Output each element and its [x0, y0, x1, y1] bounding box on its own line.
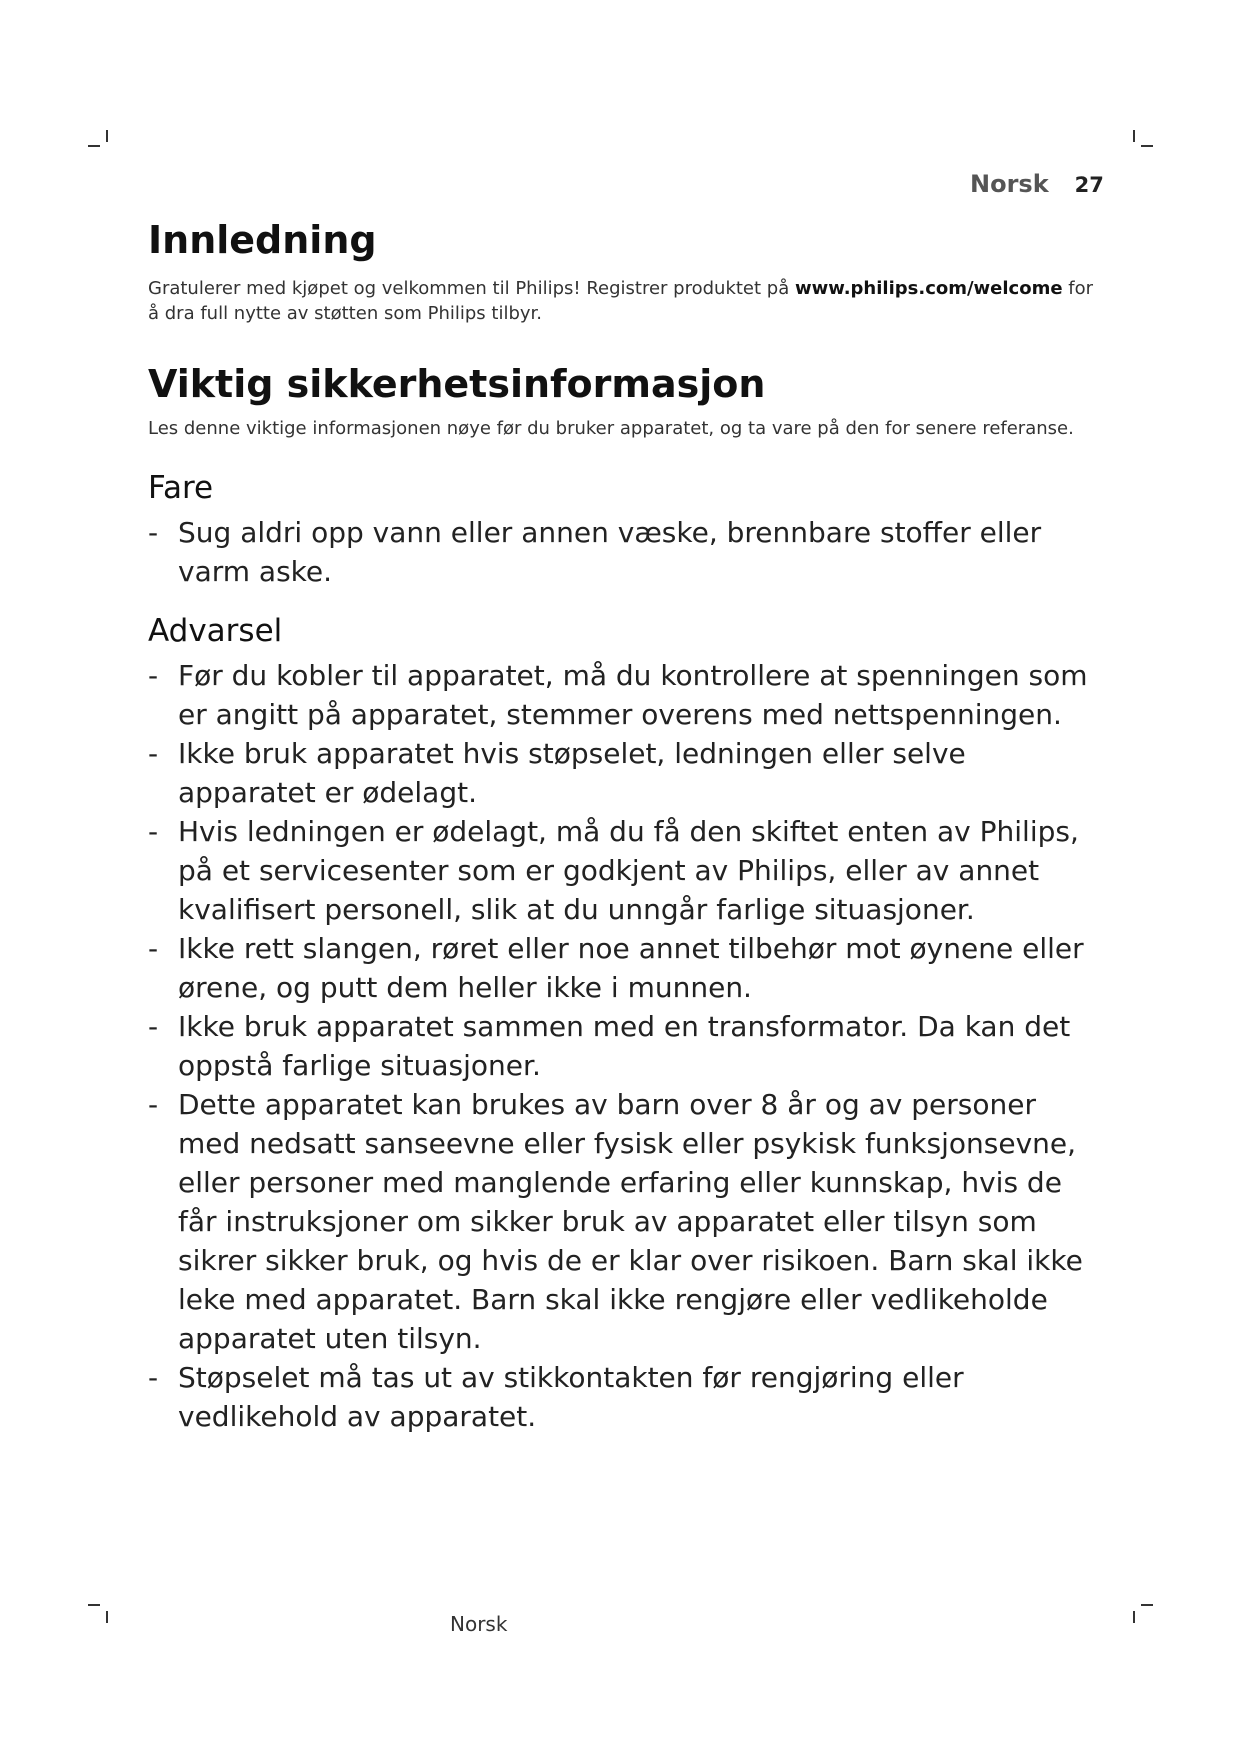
list-item — [148, 513, 1098, 591]
warning-heading: Advarsel — [148, 613, 283, 649]
list-item — [148, 1007, 1098, 1085]
crop-mark-top-left-h — [88, 145, 100, 147]
warning-item-text: Støpselet må tas ut av stikkontakten før rengjøring eller vedlikehold av apparatet. — [178, 1361, 964, 1433]
crop-mark-top-right-h — [1141, 145, 1153, 147]
crop-mark-top-left-v — [106, 130, 108, 142]
list-item — [148, 656, 1098, 734]
list-item — [148, 1085, 1098, 1358]
dash-bullet: - — [148, 932, 159, 965]
dash-bullet: - — [148, 516, 159, 549]
dash-bullet: - — [148, 1361, 159, 1394]
introduction-text-end: for å dra full nytte av støtten som Philips tilbyr. — [148, 278, 1094, 324]
introduction-text — [148, 276, 1098, 326]
safety-intro: Les denne viktige informasjonen nøye før du bruker apparatet, og ta vare på den for senere referanse. — [148, 418, 1074, 439]
crop-mark-bottom-left-v — [106, 1611, 108, 1623]
warning-item-text: Hvis ledningen er ødelagt, må du få den skiftet enten av Philips, på et servicesenter som er godkjent av Philips, eller av annet kvalifisert personell, slik at du unngår farlige situasjoner. — [178, 815, 1079, 926]
safety-heading: Viktig sikkerhetsinformasjon — [148, 362, 766, 406]
warning-item-text: Dette apparatet kan brukes av barn over 8 år og av personer med nedsatt sanseevne eller fysisk eller psykisk funksjonsevne, eller personer med manglende erfaring eller kunnskap, hvis de får instruksjoner om sikker bruk av apparatet eller tilsyn som sikrer sikker bruk, og hvis de er klar over risikoen. Barn skal ikke leke med apparatet. Barn skal ikke rengjøre eller vedlikeholde apparatet uten tilsyn. — [178, 1088, 1083, 1355]
introduction-heading: Innledning — [148, 218, 377, 262]
header-language: Norsk — [970, 170, 1049, 198]
dash-bullet: - — [148, 659, 159, 692]
list-item — [148, 929, 1098, 1007]
warning-item-text: Ikke bruk apparatet hvis støpselet, ledningen eller selve apparatet er ødelagt. — [178, 737, 966, 809]
crop-mark-bottom-right-h — [1141, 1604, 1153, 1606]
list-item — [148, 812, 1098, 929]
page-number: 27 — [1074, 173, 1104, 197]
dash-bullet: - — [148, 1088, 159, 1121]
warning-list — [148, 656, 1098, 1436]
crop-mark-top-right-v — [1133, 130, 1135, 142]
running-header — [970, 170, 1120, 198]
list-item — [148, 1358, 1098, 1436]
dash-bullet: - — [148, 1010, 159, 1043]
footer-language: Norsk — [450, 1612, 508, 1636]
danger-heading: Fare — [148, 470, 214, 506]
crop-mark-bottom-left-h — [88, 1604, 100, 1606]
crop-mark-bottom-right-v — [1133, 1611, 1135, 1623]
warning-item-text: Ikke bruk apparatet sammen med en transformator. Da kan det oppstå farlige situasjoner. — [178, 1010, 1071, 1082]
warning-item-text: Ikke rett slangen, røret eller noe annet tilbehør mot øynene eller ørene, og putt dem heller ikke i munnen. — [178, 932, 1084, 1004]
danger-list — [148, 513, 1098, 591]
list-item — [148, 734, 1098, 812]
introduction-text-start: Gratulerer med kjøpet og velkommen til Philips! Registrer produktet på — [148, 278, 795, 299]
dash-bullet: - — [148, 737, 159, 770]
warning-item-text: Før du kobler til apparatet, må du kontrollere at spenningen som er angitt på apparatet, stemmer overens med nettspenningen. — [178, 659, 1088, 731]
dash-bullet: - — [148, 815, 159, 848]
danger-item-text: Sug aldri opp vann eller annen væske, brennbare stoffer eller varm aske. — [178, 516, 1042, 588]
welcome-link[interactable]: www.philips.com/welcome — [794, 278, 1063, 299]
